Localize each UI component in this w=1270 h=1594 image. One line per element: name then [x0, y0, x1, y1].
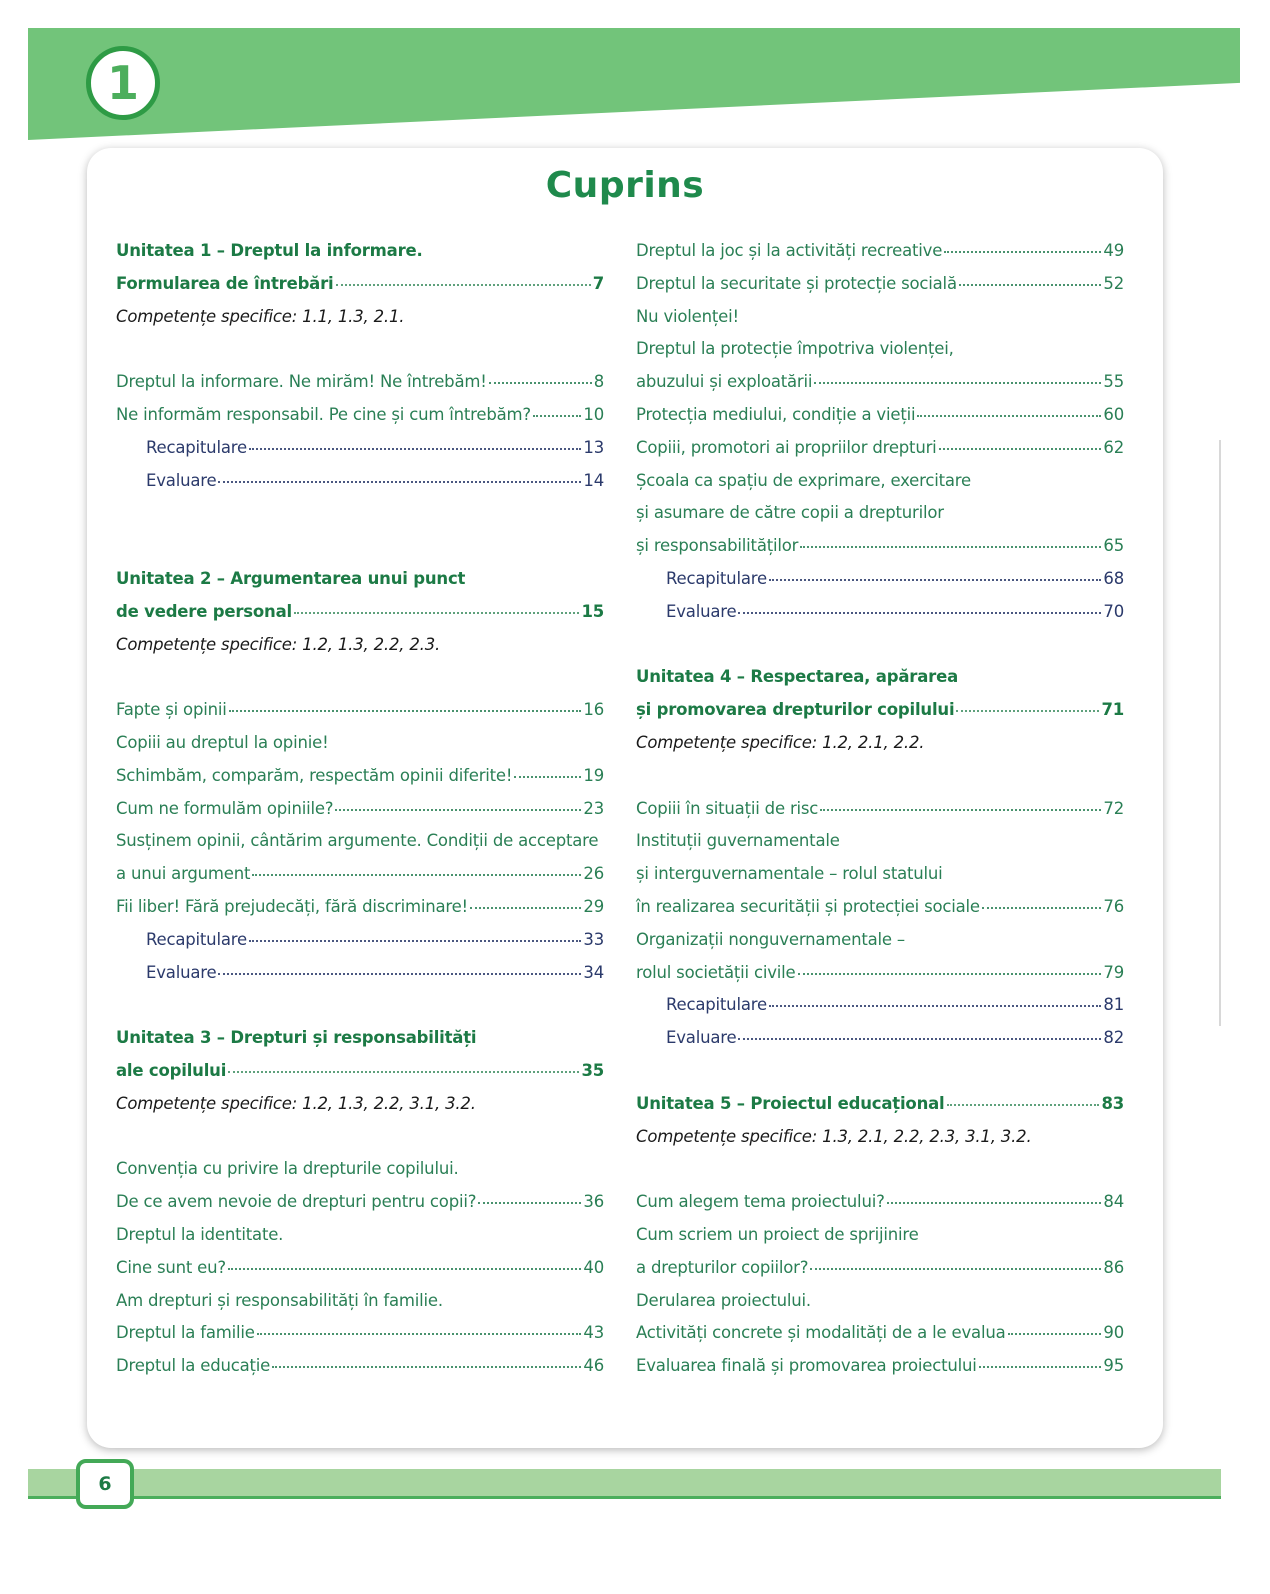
toc-leader-dots — [249, 940, 581, 942]
toc-entry-label: Derularea proiectului. — [636, 1290, 811, 1310]
toc-leader-dots — [272, 1366, 581, 1368]
toc-entry-label: rolul societății civile — [636, 962, 796, 982]
toc-entry — [636, 1186, 1124, 1219]
toc-page-number: 84 — [1103, 1192, 1124, 1212]
toc-leader-dots — [229, 710, 582, 712]
toc-page-number: 35 — [581, 1060, 604, 1080]
toc-column-left — [116, 235, 604, 1383]
toc-entry — [116, 1285, 604, 1318]
toc-leader-dots — [814, 382, 1101, 384]
toc-entry — [116, 694, 604, 727]
toc-competences: Competențe specifice: 1.2, 1.3, 2.2, 3.1, 3.2. — [116, 1093, 476, 1113]
footer-band — [28, 1469, 1221, 1499]
toc-leader-dots — [944, 251, 1101, 253]
toc-spacer — [116, 661, 604, 694]
toc-leader-dots — [810, 1268, 1101, 1270]
toc-entry — [636, 858, 1124, 891]
toc-spacer — [116, 530, 604, 563]
toc-entry-label: Dreptul la informare. Ne mirăm! Ne întrebăm! — [116, 372, 487, 392]
toc-page-number: 7 — [592, 273, 604, 293]
toc-entry-label: Evaluare — [666, 601, 737, 621]
toc-entry-label: Activități concrete și modalități de a le evalua — [636, 1323, 1006, 1343]
toc-entry — [116, 793, 604, 826]
toc-entry-label: Recapitulare — [666, 995, 767, 1015]
toc-leader-dots — [917, 415, 1101, 417]
toc-unit-title: Unitatea 5 – Proiectul educațional — [636, 1093, 945, 1113]
toc-page-number: 33 — [583, 929, 604, 949]
toc-entry — [636, 825, 1124, 858]
toc-leader-dots — [218, 481, 581, 483]
toc-leader-dots — [947, 1104, 1100, 1106]
toc-entry — [636, 1285, 1124, 1318]
toc-unit-title: de vedere personal — [116, 601, 292, 621]
page-title: Cuprins — [545, 165, 705, 206]
toc-entry-label: Cum alegem tema proiectului? — [636, 1192, 885, 1212]
toc-entry — [636, 563, 1124, 596]
toc-entry — [636, 924, 1124, 957]
toc-page-number: 23 — [583, 798, 604, 818]
toc-page-number: 71 — [1101, 700, 1124, 720]
toc-entry-label: Convenția cu privire la drepturile copilului. — [116, 1159, 459, 1179]
toc-entry-label: a unui argument — [116, 864, 251, 884]
toc-leader-dots — [800, 546, 1101, 548]
toc-leader-dots — [489, 382, 592, 384]
toc-entry-label: a drepturilor copiilor? — [636, 1257, 809, 1277]
toc-entry-label: Instituții guvernamentale — [636, 831, 840, 851]
toc-spacer — [116, 989, 604, 1022]
toc-entry — [116, 1317, 604, 1350]
toc-page-number: 10 — [583, 404, 604, 424]
toc-entry-label: abuzului și exploatării — [636, 372, 813, 392]
toc-entry-label: Cum scriem un proiect de sprijinire — [636, 1224, 919, 1244]
toc-leader-dots — [798, 973, 1102, 975]
toc-page-number: 81 — [1103, 995, 1124, 1015]
toc-leader-dots — [1008, 1333, 1102, 1335]
toc-entry-label: Evaluare — [146, 470, 217, 490]
toc-entry-label: și interguvernamentale – rolul statului — [636, 864, 943, 884]
toc-leader-dots — [478, 1202, 581, 1204]
toc-page-number: 90 — [1103, 1323, 1124, 1343]
toc-entry — [116, 858, 604, 891]
toc-entry — [116, 825, 604, 858]
toc-page-number: 60 — [1103, 404, 1124, 424]
toc-entry — [636, 694, 1124, 727]
toc-leader-dots — [514, 776, 581, 778]
toc-page-number: 82 — [1103, 1028, 1124, 1048]
toc-entry — [636, 301, 1124, 334]
toc-entry — [116, 1153, 604, 1186]
toc-entry-label: Protecția mediului, condiție a vieții — [636, 404, 916, 424]
toc-entry — [116, 1186, 604, 1219]
toc-leader-dots — [959, 284, 1102, 286]
toc-entry — [636, 268, 1124, 301]
toc-page-number: 8 — [593, 372, 604, 392]
toc-entry-label: Școala ca spațiu de exprimare, exercitare — [636, 470, 971, 490]
toc-entry-label: Fii liber! Fără prejudecăți, fără discriminare! — [116, 896, 468, 916]
toc-entry-label: Recapitulare — [146, 437, 247, 457]
toc-page-number: 46 — [583, 1356, 604, 1376]
toc-page-number: 36 — [583, 1192, 604, 1212]
toc-entry-label: Recapitulare — [146, 929, 247, 949]
toc-page-number: 83 — [1101, 1093, 1124, 1113]
toc-leader-dots — [982, 907, 1102, 909]
toc-page-number: 70 — [1103, 601, 1124, 621]
toc-entry-label: și responsabilităților — [636, 536, 799, 556]
toc-entry — [636, 1317, 1124, 1350]
toc-entry-label: Evaluarea finală și promovarea proiectului — [636, 1356, 977, 1376]
toc-unit-title: ale copilului — [116, 1060, 227, 1080]
toc-entry — [636, 661, 1124, 694]
toc-entry — [116, 465, 604, 498]
toc-entry — [636, 465, 1124, 498]
toc-competences: Competențe specifice: 1.3, 2.1, 2.2, 2.3, 3.1, 3.2. — [636, 1126, 1032, 1146]
toc-leader-dots — [769, 1005, 1101, 1007]
toc-leader-dots — [470, 907, 581, 909]
toc-entry — [116, 891, 604, 924]
toc-page-number: 16 — [583, 700, 604, 720]
toc-competences: Competențe specifice: 1.2, 1.3, 2.2, 2.3. — [116, 634, 441, 654]
toc-page-number: 15 — [581, 601, 604, 621]
toc-leader-dots — [294, 612, 579, 614]
toc-entry — [636, 1088, 1124, 1121]
toc-entry — [116, 629, 604, 662]
toc-entry — [636, 1022, 1124, 1055]
toc-entry — [636, 366, 1124, 399]
toc-entry — [636, 235, 1124, 268]
toc-entry — [636, 432, 1124, 465]
toc-entry — [116, 596, 604, 629]
toc-entry-label: Dreptul la protecție împotriva violenței, — [636, 339, 954, 359]
toc-page-number: 95 — [1103, 1356, 1124, 1376]
toc-entry — [116, 1055, 604, 1088]
toc-entry-label: Dreptul la educație — [116, 1356, 271, 1376]
toc-leader-dots — [979, 1366, 1102, 1368]
toc-entry — [636, 727, 1124, 760]
toc-page-number: 43 — [583, 1323, 604, 1343]
toc-entry — [636, 1121, 1124, 1154]
toc-leader-dots — [939, 448, 1102, 450]
toc-page-number: 34 — [583, 962, 604, 982]
toc-entry — [116, 924, 604, 957]
toc-entry-label: Am drepturi și responsabilități în familie. — [116, 1290, 443, 1310]
toc-competences: Competențe specifice: 1.2, 2.1, 2.2. — [636, 732, 925, 752]
toc-entry-label: Copiii în situații de risc — [636, 798, 819, 818]
toc-entry-label: Copiii au dreptul la opinie! — [116, 732, 329, 752]
toc-spacer — [636, 760, 1124, 793]
toc-entry — [636, 1219, 1124, 1252]
toc-entry — [116, 727, 604, 760]
chapter-number-badge: 1 — [86, 46, 160, 120]
toc-leader-dots — [956, 710, 1099, 712]
toc-entry — [636, 891, 1124, 924]
toc-entry-label: Fapte și opinii — [116, 700, 227, 720]
toc-leader-dots — [769, 579, 1101, 581]
toc-entry — [116, 432, 604, 465]
toc-entry — [116, 760, 604, 793]
toc-leader-dots — [257, 1333, 582, 1335]
toc-entry-label: Susținem opinii, cântărim argumente. Condiții de acceptare — [116, 831, 599, 851]
toc-entry-label: Copiii, promotori ai propriilor drepturi — [636, 437, 937, 457]
header-band — [28, 28, 1240, 140]
toc-entry — [636, 333, 1124, 366]
toc-entry — [116, 1252, 604, 1285]
toc-page-number: 40 — [583, 1257, 604, 1277]
toc-entry-label: Nu violenței! — [636, 306, 739, 326]
toc-entry — [636, 1350, 1124, 1383]
toc-spacer — [116, 333, 604, 366]
toc-page-number: 52 — [1103, 273, 1124, 293]
toc-page-number: 79 — [1103, 962, 1124, 982]
toc-page-number: 55 — [1103, 372, 1124, 392]
toc-unit-title: Unitatea 1 – Dreptul la informare. — [116, 241, 423, 260]
toc-leader-dots — [336, 284, 591, 286]
toc-entry-label: în realizarea securității și protecției sociale — [636, 896, 980, 916]
toc-entry — [116, 268, 604, 301]
toc-entry — [636, 1252, 1124, 1285]
toc-spacer — [636, 629, 1124, 662]
page-number-badge: 6 — [76, 1459, 134, 1509]
toc-spacer — [636, 1055, 1124, 1088]
toc-entry-label: Recapitulare — [666, 568, 767, 588]
toc-entry-label: Dreptul la securitate și protecție socială — [636, 273, 957, 293]
toc-entry — [116, 235, 604, 268]
toc-entry-label: și asumare de către copii a drepturilor — [636, 503, 944, 523]
toc-entry — [636, 957, 1124, 990]
toc-unit-title: Unitatea 4 – Respectarea, apărarea — [636, 667, 959, 687]
toc-page-number: 68 — [1103, 568, 1124, 588]
toc-leader-dots — [887, 1202, 1102, 1204]
toc-entry — [116, 1022, 604, 1055]
toc-unit-title: Unitatea 2 – Argumentarea unui punct — [116, 568, 466, 588]
toc-page-number: 13 — [583, 437, 604, 457]
toc-entry — [116, 366, 604, 399]
toc-entry-label: Dreptul la familie — [116, 1323, 255, 1343]
toc-entry — [116, 301, 604, 334]
toc-entry — [636, 596, 1124, 629]
toc-entry — [116, 1088, 604, 1121]
toc-entry — [636, 530, 1124, 563]
toc-page-number: 86 — [1103, 1257, 1124, 1277]
toc-entry — [636, 497, 1124, 530]
toc-leader-dots — [249, 448, 581, 450]
toc-entry-label: De ce avem nevoie de drepturi pentru copii? — [116, 1192, 477, 1212]
margin-rule — [1219, 440, 1221, 1026]
toc-leader-dots — [228, 1071, 579, 1073]
toc-page-number: 62 — [1103, 437, 1124, 457]
toc-entry-label: Evaluare — [666, 1028, 737, 1048]
toc-page-number: 29 — [583, 896, 604, 916]
toc-entry-label: Dreptul la joc și la activități recreative — [636, 241, 943, 260]
toc-entry-label: Ne informăm responsabil. Pe cine și cum întrebăm? — [116, 404, 531, 424]
toc-spacer — [636, 1153, 1124, 1186]
toc-page-number: 49 — [1103, 241, 1124, 260]
toc-unit-title: Formularea de întrebări — [116, 273, 334, 293]
toc-unit-title: și promovarea drepturilor copilului — [636, 700, 955, 720]
toc-entry-label: Cum ne formulăm opiniile? — [116, 798, 334, 818]
toc-entry — [116, 563, 604, 596]
toc-leader-dots — [738, 612, 1101, 614]
toc-page-number: 65 — [1103, 536, 1124, 556]
toc-entry-label: Evaluare — [146, 962, 217, 982]
toc-leader-dots — [820, 809, 1101, 811]
toc-entry — [116, 1219, 604, 1252]
toc-page-number: 14 — [583, 470, 604, 490]
toc-entry-label: Schimbăm, comparăm, respectăm opinii diferite! — [116, 765, 513, 785]
toc-entry-label: Dreptul la identitate. — [116, 1224, 284, 1244]
toc-entry — [636, 399, 1124, 432]
toc-entry-label: Cine sunt eu? — [116, 1257, 226, 1277]
toc-entry — [636, 989, 1124, 1022]
toc-leader-dots — [335, 809, 581, 811]
toc-entry-label: Organizații nonguvernamentale – — [636, 929, 905, 949]
toc-leader-dots — [533, 415, 581, 417]
toc-page-number: 19 — [583, 765, 604, 785]
toc-competences: Competențe specifice: 1.1, 1.3, 2.1. — [116, 306, 405, 326]
toc-spacer — [116, 497, 604, 530]
toc-entry — [636, 793, 1124, 826]
toc-entry — [116, 957, 604, 990]
toc-page-number: 76 — [1103, 896, 1124, 916]
toc-leader-dots — [252, 874, 581, 876]
toc-page-number: 72 — [1103, 798, 1124, 818]
toc-entry — [116, 1350, 604, 1383]
toc-page-number: 26 — [583, 864, 604, 884]
toc-entry — [116, 399, 604, 432]
toc-spacer — [116, 1121, 604, 1154]
toc-leader-dots — [738, 1038, 1101, 1040]
toc-column-right — [636, 235, 1124, 1383]
toc-leader-dots — [228, 1268, 581, 1270]
toc-unit-title: Unitatea 3 – Drepturi și responsabilități — [116, 1028, 477, 1048]
toc-leader-dots — [218, 973, 581, 975]
